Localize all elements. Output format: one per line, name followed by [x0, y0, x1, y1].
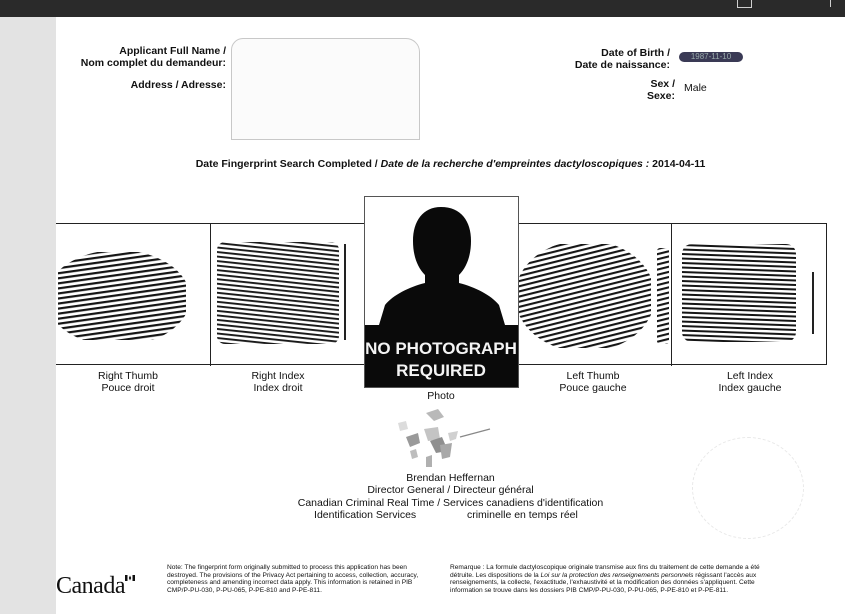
org-line2-fr: criminelle en temps réel [466, 508, 578, 521]
signatory-org-line1: Canadian Criminal Real Time / Services canadiens d'identification [297, 496, 604, 509]
photo-text-line1: NO PHOTOGRAPH [365, 339, 517, 358]
print-cell-right-index [210, 224, 364, 366]
window-control-icon[interactable] [830, 0, 831, 7]
silhouette-area [365, 197, 518, 325]
canada-wordmark: Canada [56, 573, 125, 599]
signatory-title: Director General / Directeur général [367, 484, 534, 497]
name-label-fr: Nom complet du demandeur: [80, 57, 226, 69]
fingerprint-image [682, 244, 796, 342]
photo-placeholder [364, 196, 519, 388]
name-label-en: Applicant Full Name / [119, 45, 226, 57]
caption-left-thumb [523, 370, 663, 394]
person-silhouette-icon [365, 197, 518, 325]
caption-en: Left Thumb [566, 370, 620, 382]
window-control-icon[interactable] [737, 0, 752, 8]
caption-en: Right Index [251, 370, 305, 382]
print-cell-left-index [671, 224, 827, 366]
fingerprint-image [519, 244, 651, 348]
caption-fr: Index gauche [718, 382, 782, 394]
caption-fr: Pouce gauche [559, 382, 627, 394]
document-page [56, 17, 845, 614]
caption-photo: Photo [427, 390, 455, 402]
caption-en: Right Thumb [98, 370, 158, 382]
window-top-bar [0, 0, 845, 17]
fingerprint-image-edge [657, 248, 669, 344]
border-bar [812, 272, 814, 334]
sex-label-en: Sex / [650, 78, 675, 90]
canada-flag-icon [125, 575, 135, 581]
sex-label [647, 78, 675, 102]
fingerprint-image [58, 252, 186, 340]
privacy-note-en: Note: The fingerprint form originally submitted to process this application has been destroyed. The provisions of the Privacy Act pertaining to access, collection, accuracy, completeness and amending incorrect data apply. This information is retained in PIB CMP/P-PU-030, P-PU-065, P-PE-810 and P-PE-811. [167, 564, 419, 594]
search-label-fr: Date de la recherche d'empreintes dactyloscopiques : [380, 158, 650, 170]
redacted-name-address-area [231, 38, 420, 140]
note-fr-part1: Remarque : La formule dactyloscopique originale transmise aux fins du traitement de cette demande a été détruite. Les dispositions de la [450, 564, 760, 579]
address-label: Address / Adresse: [130, 79, 226, 91]
sex-value: Male [684, 82, 707, 94]
search-date: 2014-04-11 [652, 158, 706, 170]
fingerprint-image [217, 242, 339, 344]
border-bar [344, 244, 346, 340]
applicant-name-label [81, 45, 226, 69]
dob-value-redacted: 1987-11-10 [679, 52, 743, 62]
note-fr-part2: régissant l'accès aux renseignements, la collecte, l'exactitude, l'exhaustivité et la modification des données s'appliquent. Cette information se trouve dans les dossiers PIB CMP/P-PU-030, P-PU-065, P-PE-810 et P-PE-811. [450, 571, 757, 594]
signatory-block [56, 472, 845, 521]
caption-right-index [208, 370, 348, 394]
dob-label [575, 47, 670, 71]
privacy-note-fr [450, 564, 780, 594]
caption-en: Left Index [726, 370, 774, 382]
org-line2-en: Identification Services [314, 508, 417, 521]
note-fr-italic: Loi sur la protection des renseignements personnels [540, 571, 694, 579]
dob-label-en: Date of Birth / [601, 47, 670, 59]
photo-text-line2: REQUIRED [396, 361, 486, 380]
caption-right-thumb [58, 370, 198, 394]
dob-label-fr: Date de naissance: [574, 59, 670, 71]
search-completed-line [56, 158, 845, 170]
signature-mark [366, 407, 506, 469]
print-cell-left-thumb [517, 224, 671, 366]
signatory-org-line2 [56, 509, 845, 521]
print-cell-right-thumb [56, 224, 210, 366]
search-label-en: Date Fingerprint Search Completed / [195, 158, 378, 170]
sex-label-fr: Sexe: [646, 90, 675, 102]
signatory-name: Brendan Heffernan [406, 472, 495, 484]
caption-fr: Index droit [253, 382, 303, 394]
caption-left-index [680, 370, 820, 394]
caption-fr: Pouce droit [101, 382, 155, 394]
